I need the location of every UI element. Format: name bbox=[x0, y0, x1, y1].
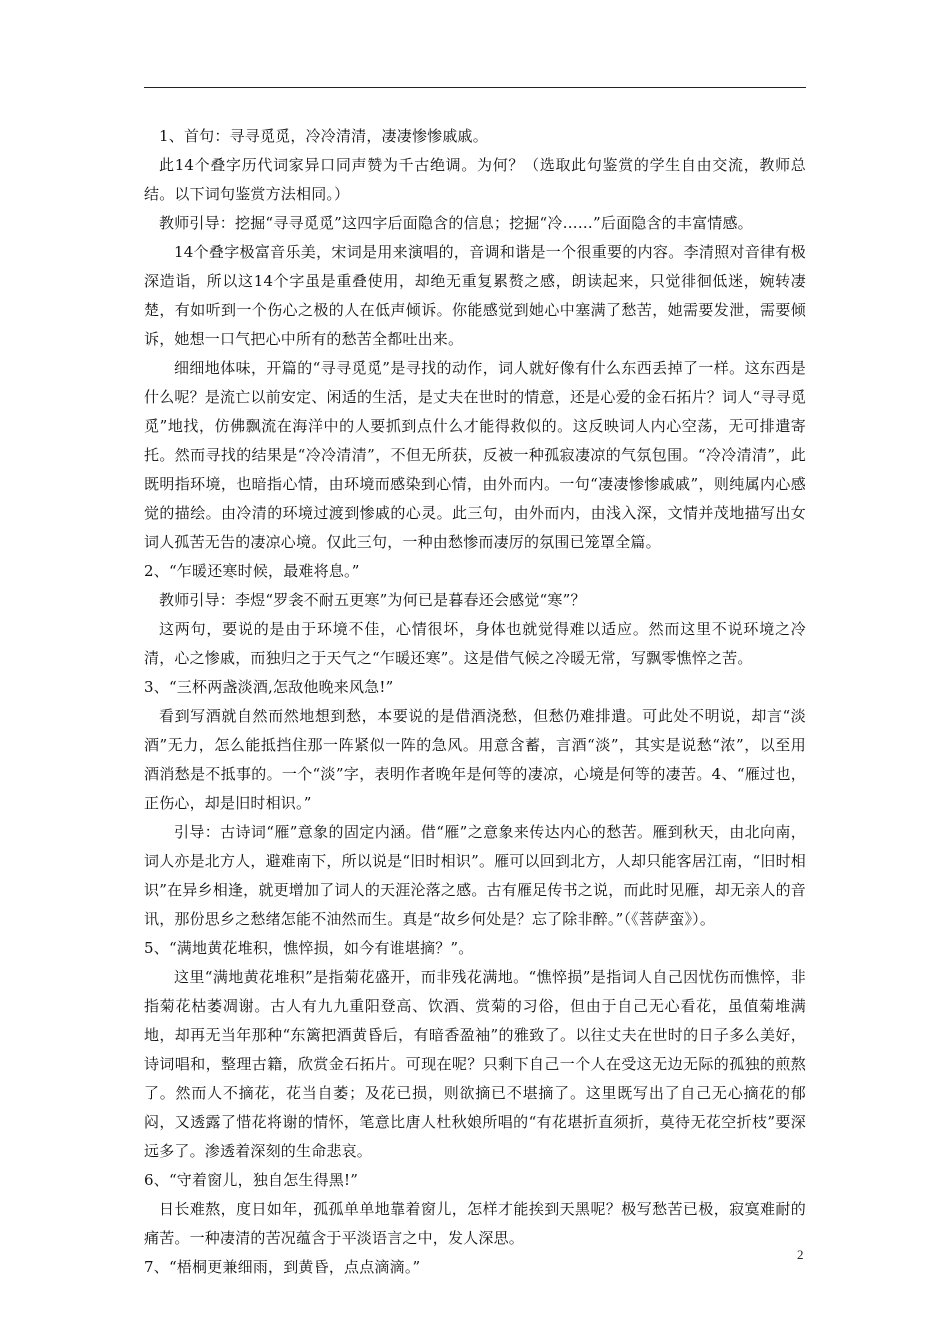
paragraph: 教师引导：李煜“罗衾不耐五更寒”为何已是暮春还会感觉“寒”？ bbox=[159, 591, 586, 609]
paragraph: 细细地体味，开篇的“寻寻觅觅”是寻找的动作，词人就好像有什么东西丢掉了一样。这东西是什么呢？是流亡以前安定、闲适的生活，是丈夫在世时的情意，还是心爱的金石拓片？词人“寻寻觅觅”地找，仿佛飘流在海洋中的人要抓到点什么才能得救似的。这反映词人内心空荡，无可排遣寄托。然而寻找的结果是“冷冷清清”，不但无所获，反被一种孤寂凄凉的气氛包围。“冷冷清清”，此既明指环境，也暗指心情，由环境而感染到心情，由外而内。一句“凄凄惨惨戚戚”，则纯属内心感觉的描绘。由冷清的环境过渡到惨戚的心灵。此三句，由外而内，由浅入深，文情并茂地描写出女词人孤苦无告的凄凉心境。仅此三句，一种由愁惨而凄厉的氛围已笼罩全篇。 bbox=[144, 359, 806, 551]
paragraph: 这里“满地黄花堆积”是指菊花盛开，而非残花满地。“憔悴损”是指词人自己因忧伤而憔悴，非指菊花枯萎凋谢。古人有九九重阳登高、饮酒、赏菊的习俗，但由于自己无心看花，虽值菊堆满地，却再无当年那种“东篱把酒黄昏后，有暗香盈袖”的雅致了。以往丈夫在世时的日子多么美好，诗词唱和，整理古籍，欣赏金石拓片。可现在呢？只剩下自己一个人在受这无边无际的孤独的煎熬了。然而人不摘花，花当自萎；及花已损，则欲摘已不堪摘了。这里既写出了自己无心摘花的郁闷，又透露了惜花将谢的情怀，笔意比唐人杜秋娘所唱的“有花堪折直须折，莫待无花空折枝”要深远多了。渗透着深刻的生命悲哀。 bbox=[144, 968, 806, 1160]
paragraph: 此14个叠字历代词家异口同声赞为千古绝调。为何？（选取此句鉴赏的学生自由交流，教师总结。以下词句鉴赏方法相同。） bbox=[144, 156, 806, 203]
page-number: 2 bbox=[797, 1247, 804, 1262]
section-heading: 2、“乍暖还寒时候，最难将息。” bbox=[144, 562, 360, 580]
paragraph: 看到写酒就自然而然地想到愁，本要说的是借酒浇愁，但愁仍难排遣。可此处不明说，却言“淡酒”无力，怎么能抵挡住那一阵紧似一阵的急风。用意含蓄，言酒“淡”，其实是说愁“浓”，以至用酒消愁是不抵事的。一个“淡”字，表明作者晚年是何等的凄凉，心境是何等的凄苦。4、“雁过也，正伤心，却是旧时相识。” bbox=[144, 707, 806, 812]
header-rule bbox=[144, 87, 806, 88]
paragraph: 1、首句：寻寻觅觅，冷冷清清，凄凄惨惨戚戚。 bbox=[159, 127, 488, 145]
section-heading: 7、“梧桐更兼细雨，到黄昏，点点滴滴。” bbox=[144, 1258, 421, 1276]
paragraph: 教师引导：挖掘“寻寻觅觅”这四字后面隐含的信息；挖掘“冷……”后面隐含的丰富情感。 bbox=[159, 214, 753, 232]
section-heading: 5、“满地黄花堆积，憔悴损，如今有谁堪摘？”。 bbox=[144, 939, 474, 957]
section-heading: 6、“守着窗儿，独自怎生得黑!” bbox=[144, 1171, 359, 1189]
section-heading: 3、“三杯两盏淡酒,怎敌他晚来风急!” bbox=[144, 678, 394, 696]
paragraph: 14个叠字极富音乐美，宋词是用来演唱的，音调和谐是一个很重要的内容。李清照对音律有极深造诣，所以这14个字虽是重叠使用，却绝无重复累赘之感，朗读起来，只觉徘徊低迷，婉转凄楚，有如听到一个伤心之极的人在低声倾诉。你能感觉到她心中塞满了愁苦，她需要发泄，需要倾诉，她想一口气把心中所有的愁苦全都吐出来。 bbox=[144, 243, 806, 348]
body-text bbox=[144, 122, 806, 1282]
paragraph: 这两句，要说的是由于环境不佳，心情很坏，身体也就觉得难以适应。然而这里不说环境之冷清，心之惨戚，而独归之于天气之“乍暖还寒”。这是借气候之冷暖无常，写飘零憔悴之苦。 bbox=[144, 620, 806, 667]
paragraph: 日长难熬，度日如年，孤孤单单地靠着窗儿，怎样才能挨到天黑呢？极写愁苦已极，寂寞难耐的痛苦。一种凄清的苦况蕴含于平淡语言之中，发人深思。 bbox=[144, 1200, 806, 1247]
paragraph: 引导：古诗词“雁”意象的固定内涵。借“雁”之意象来传达内心的愁苦。雁到秋天，由北向南，词人亦是北方人，避难南下，所以说是“旧时相识”。雁可以回到北方，人却只能客居江南，“旧时相识”在异乡相逢，就更增加了词人的天涯沦落之感。古有雁足传书之说，而此时见雁，却无亲人的音讯，那份思乡之愁绪怎能不油然而生。真是“故乡何处是？忘了除非醉。”（《菩萨蛮》）。 bbox=[144, 823, 807, 928]
